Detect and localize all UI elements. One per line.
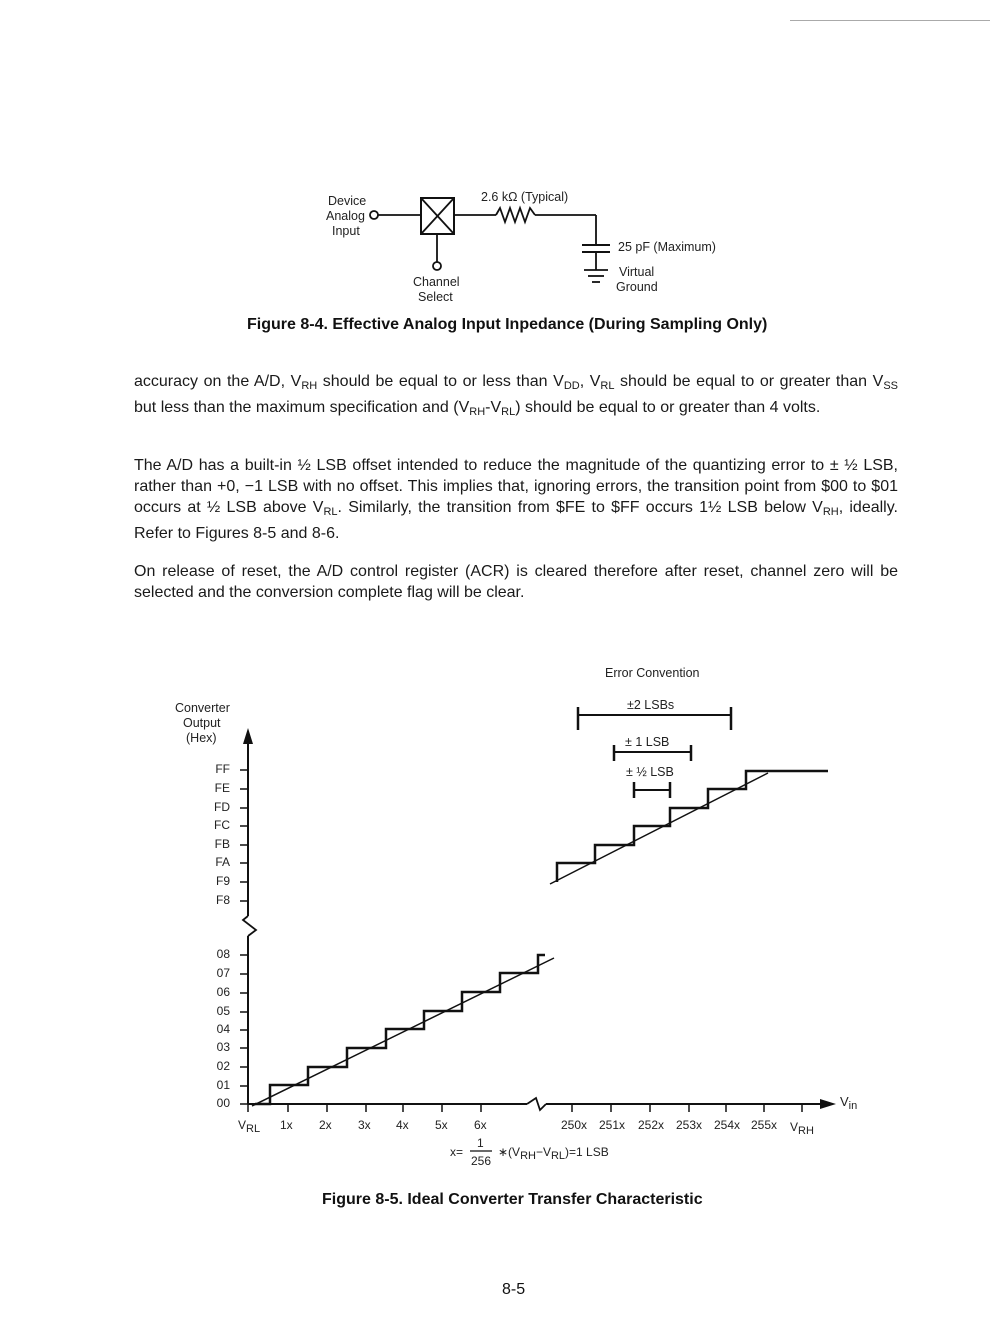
y-tick-label: 07 [216, 966, 230, 980]
p1-sub: RH [469, 406, 486, 418]
p1-sub: SS [883, 380, 899, 392]
figure-8-4-caption: Figure 8-4. Effective Analog Input Inpedance (During Sampling Only) [247, 316, 768, 333]
x-tick-label: 255x [751, 1118, 778, 1132]
p1-text: but less than the maximum specification and (V [134, 399, 470, 416]
p1-text: ) should be equal to or greater than 4 volts. [515, 399, 821, 416]
y-tick-label: F8 [215, 893, 230, 907]
x-tick-label: 253x [676, 1118, 703, 1132]
formula-part: )=1 LSB [565, 1145, 609, 1159]
vin-sub: in [848, 1100, 858, 1112]
y-tick-label: 04 [216, 1022, 230, 1036]
channel-label: Channel [413, 275, 460, 289]
x-axis-label-vin [840, 1094, 857, 1112]
p1-text: , V [579, 373, 601, 390]
analog-label: Analog [326, 209, 365, 223]
x-tick-label: 6x [474, 1118, 487, 1132]
y-axis-label-hex: (Hex) [186, 731, 217, 745]
y-axis-break-icon [243, 916, 256, 936]
p1-text: should be equal to or greater than V [614, 373, 884, 390]
p1-sub: RL [501, 406, 516, 418]
select-label: Select [418, 290, 453, 304]
error-convention-title: Error Convention [605, 666, 700, 680]
y-tick-label: FB [214, 837, 230, 851]
y-tick-label: FA [215, 855, 230, 869]
formula-sub: RH [520, 1150, 536, 1162]
x-tick-label: 4x [396, 1118, 409, 1132]
p1-text: accuracy on the A/D, V [134, 373, 302, 390]
p1-text: -V [485, 399, 502, 416]
x-label-vrl [238, 1118, 260, 1135]
y-tick-label: 01 [216, 1078, 230, 1092]
p2-text: . Similarly, the transition from $FE to $FF occurs 1½ LSB below V [337, 499, 823, 516]
y-axis-label-output: Output [183, 716, 221, 730]
y-tick-label: FD [214, 800, 230, 814]
x-tick-label: 5x [435, 1118, 448, 1132]
formula-part: ∗(V [498, 1145, 521, 1159]
error-2lsb-label: ±2 LSBs [627, 698, 675, 712]
x-tick-label: 3x [358, 1118, 371, 1132]
y-axis-label-converter: Converter [175, 701, 230, 715]
ground-label: Ground [616, 280, 658, 294]
p1-sub: RL [600, 380, 615, 392]
x-axis-break-icon [527, 1098, 546, 1110]
y-tick-label: 00 [216, 1096, 230, 1110]
x-tick-label: 2x [319, 1118, 332, 1132]
p2-text: , ideally. Refer to Figures 8-5 and 8-6. [134, 499, 898, 542]
y-tick-label: FE [214, 781, 230, 795]
upper-staircase [557, 771, 828, 882]
formula-part: −V [535, 1145, 551, 1159]
x-tick-label: 251x [599, 1118, 626, 1132]
x-label-vrl-main: V [238, 1118, 247, 1132]
capacitor-label: 25 pF (Maximum) [618, 240, 716, 254]
x-tick-marks [248, 1104, 802, 1112]
p1-text: should be equal to or less than V [317, 373, 564, 390]
device-label: Device [328, 194, 367, 208]
error-half-lsb-label: ± ½ LSB [626, 765, 674, 779]
formula-expression [498, 1145, 609, 1162]
resistor-label: 2.6 kΩ (Typical) [481, 190, 569, 204]
x-label-vrh-main: V [790, 1120, 799, 1134]
x-label-vrh-sub: RH [798, 1125, 814, 1137]
lower-staircase [255, 955, 545, 1104]
formula-denominator: 256 [471, 1154, 492, 1168]
x-tick-label: 252x [638, 1118, 665, 1132]
y-tick-label: FC [214, 818, 230, 832]
error-bracket-half-lsb [634, 782, 670, 798]
y-tick-label: FF [215, 762, 230, 776]
y-tick-label: 05 [216, 1004, 230, 1018]
y-tick-marks-lower [240, 955, 248, 1104]
p2-sub: RH [822, 506, 839, 518]
lower-ideal-line [252, 958, 554, 1106]
p2-sub: RL [323, 506, 338, 518]
y-tick-label: F9 [215, 874, 230, 888]
input-label: Input [332, 224, 360, 238]
p1-sub: RH [301, 380, 318, 392]
vin-main: V [840, 1094, 849, 1109]
paragraph-3: On release of reset, the A/D control register (ACR) is cleared therefore after reset, channel zero will be selected and the conversion complete flag will be clear. [134, 563, 898, 601]
figure-8-5-caption: Figure 8-5. Ideal Converter Transfer Characteristic [322, 1191, 703, 1208]
x-tick-label: 250x [561, 1118, 588, 1132]
formula-x: x= [450, 1145, 464, 1159]
error-1lsb-label: ± 1 LSB [625, 735, 670, 749]
page-number: 8-5 [502, 1281, 526, 1298]
formula-sub: RL [550, 1150, 566, 1162]
x-tick-label: 254x [714, 1118, 741, 1132]
y-tick-marks-upper [240, 770, 248, 901]
x-label-vrl-sub: RL [246, 1123, 261, 1135]
x-label-vrh [790, 1120, 814, 1137]
y-tick-label: 02 [216, 1059, 230, 1073]
x-axis-arrow-icon [820, 1099, 836, 1109]
y-tick-label: 06 [216, 985, 230, 999]
p1-sub: DD [563, 380, 580, 392]
y-axis-arrow-icon [243, 728, 253, 744]
y-tick-label: 08 [216, 947, 230, 961]
virtual-label: Virtual [619, 265, 655, 279]
x-tick-label: 1x [280, 1118, 293, 1132]
y-tick-label: 03 [216, 1040, 230, 1054]
formula-numerator: 1 [477, 1136, 484, 1150]
p2-text: The A/D has a built-in ½ LSB offset intended to reduce the magnitude of the quantizing error to ± ½ LSB, rather than +0, −1 LSB with no offset. This implies that, ignoring errors, the transition point from $00 to $01 occurs at ½ LSB above V [134, 457, 898, 516]
